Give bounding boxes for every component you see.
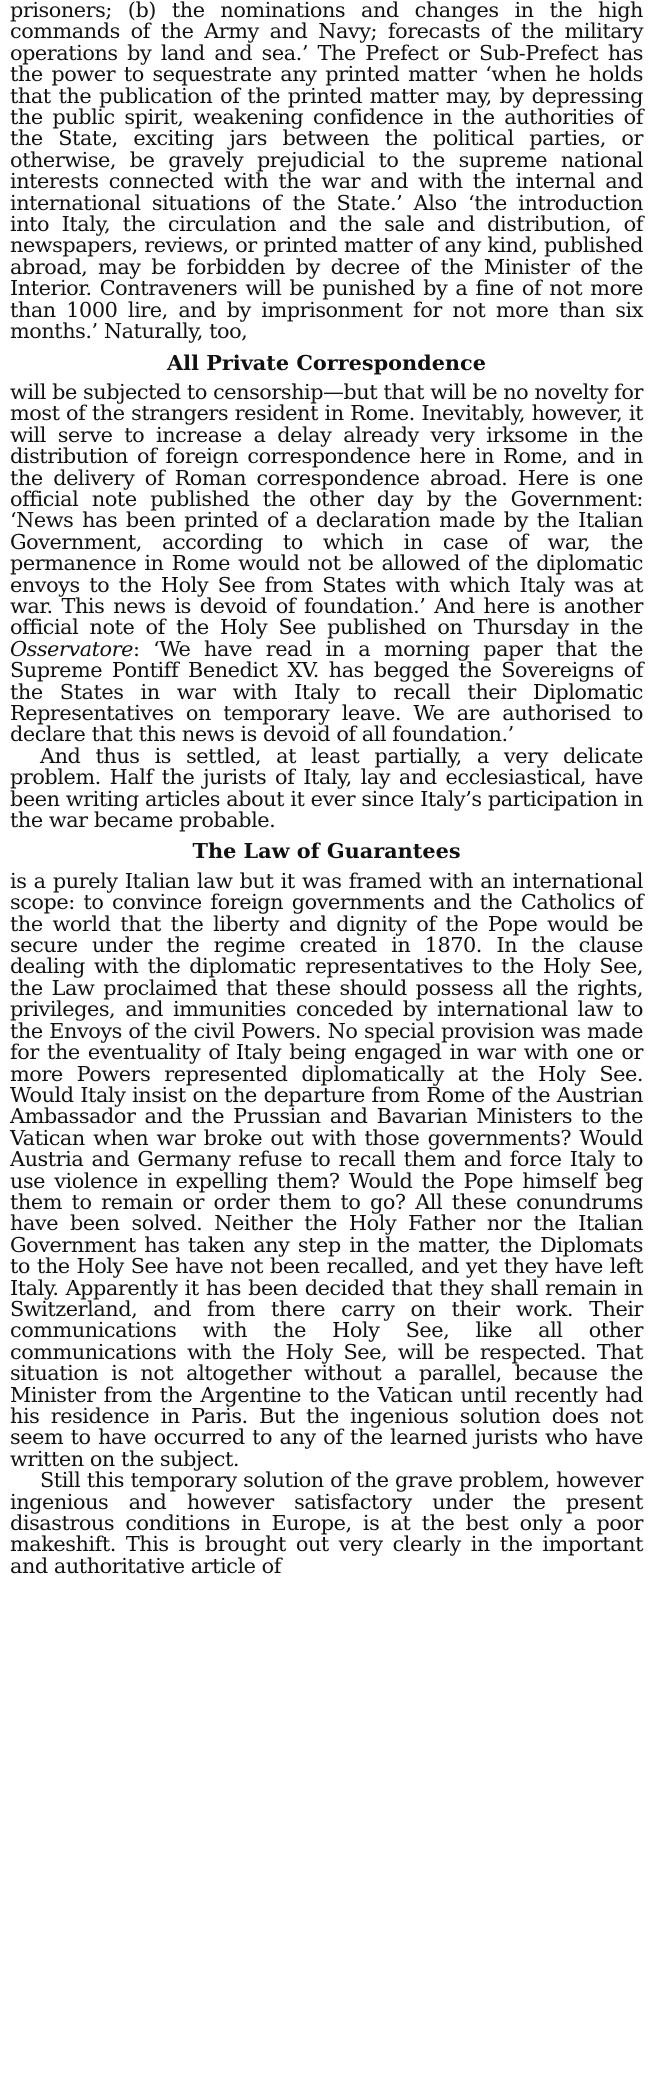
paragraph-text: : ‘We have read in a morning paper that the Supreme Pontiff Benedict XV. has begged the Sovereigns of the States in war with Italy to recall their Diplomatic Representatives on temporary leave. We are authorised to declare that this news is devoid of all foundation.’ <box>10 636 643 747</box>
section-heading: All Private Correspondence <box>167 349 486 375</box>
article-paragraph: And thus is settled, at least partially, a very delicate problem. Half the jurists of Italy, lay and ecclesiastical, have been writing articles about it ever since Italy’s participation in the war became probable. <box>10 743 643 833</box>
article-paragraph: Still this temporary solution of the grave problem, however ingenious and however satisfactory under the present disastrous conditions in Europe, is at the best only a poor makeshift. This is brought out very clearly in the important and authoritative article of <box>10 1468 643 1578</box>
section-heading: The Law of Guarantees <box>192 838 461 864</box>
article-paragraph <box>10 379 643 747</box>
newspaper-title: Osservatore <box>10 636 133 661</box>
paragraph-text: will be subjected to censorship—but that will be no novelty for most of the strangers resident in Rome. Inevitably, however, it will serve to increase a delay already very irksome in the distribution of foreign correspondence here in Rome, and in the delivery of Roman correspondence abroad. Here is one official note published the other day by the Government: ‘News has been printed of a declaration made by the Italian Government, according to which in case of war, the permanence in Rome would not be allowed of the diplomatic envoys to the Holy See from States with which Italy was at war. This news is devoid of foundation.’ And here is another official note of the Holy See published on Thursday in the <box>10 379 643 640</box>
article-page <box>10 0 643 1577</box>
article-paragraph: is a purely Italian law but it was framed with an international scope: to convince foreign governments and the Catholics of the world that the liberty and dignity of the Pope would be secure under the regime created in 1870. In the clause dealing with the diplomatic representatives to the Holy See, the Law proclaimed that these should possess all the rights, privileges, and immunities conceded by international law to the Envoys of the civil Powers. No special provision was made for the eventuality of Italy being engaged in war with one or more Powers represented diplomatically at the Holy See. Would Italy insist on the departure from Rome of the Austrian Ambassador and the Prussian and Bavarian Ministers to the Vatican when war broke out with those governments? Would Austria and Germany refuse to recall them and force Italy to use violence in expelling them? Would the Pope himself beg them to remain or order them to go? All these conundrums have been solved. Neither the Holy Father nor the Italian Government has taken any step in the matter, the Diplomats to the Holy See have not been recalled, and yet they have left Italy. Apparently it has been decided that they shall remain in Switzerland, and from there carry on their work. Their communications with the Holy See, like all other communications with the Holy See, will be respected. That situation is not altogether without a parallel, because the Minister from the Argentine to the Vatican until recently had his residence in Paris. But the ingenious solution does not seem to have occurred to any of the learned jurists who have written on the subject. <box>10 868 643 1471</box>
article-paragraph: prisoners; (b) the nominations and changes in the high commands of the Army and Navy; forecasts of the military operations by land and sea.’ The Prefect or Sub-Prefect has the power to sequestrate any printed matter ‘when he holds that the publication of the printed matter may, by depressing the public spirit, weakening confidence in the authorities of the State, exciting jars between the political parties, or otherwise, be gravely prejudicial to the supreme national interests connected with the war and with the internal and international situations of the State.’ Also ‘the introduction into Italy, the circulation and the sale and distribution, of newspapers, reviews, or printed matter of any kind, published abroad, may be forbidden by decree of the Minister of the Interior. Contraveners will be punished by a fine of not more than 1000 lire, and by imprisonment for not more than six months.’ Naturally, too, <box>10 0 643 344</box>
